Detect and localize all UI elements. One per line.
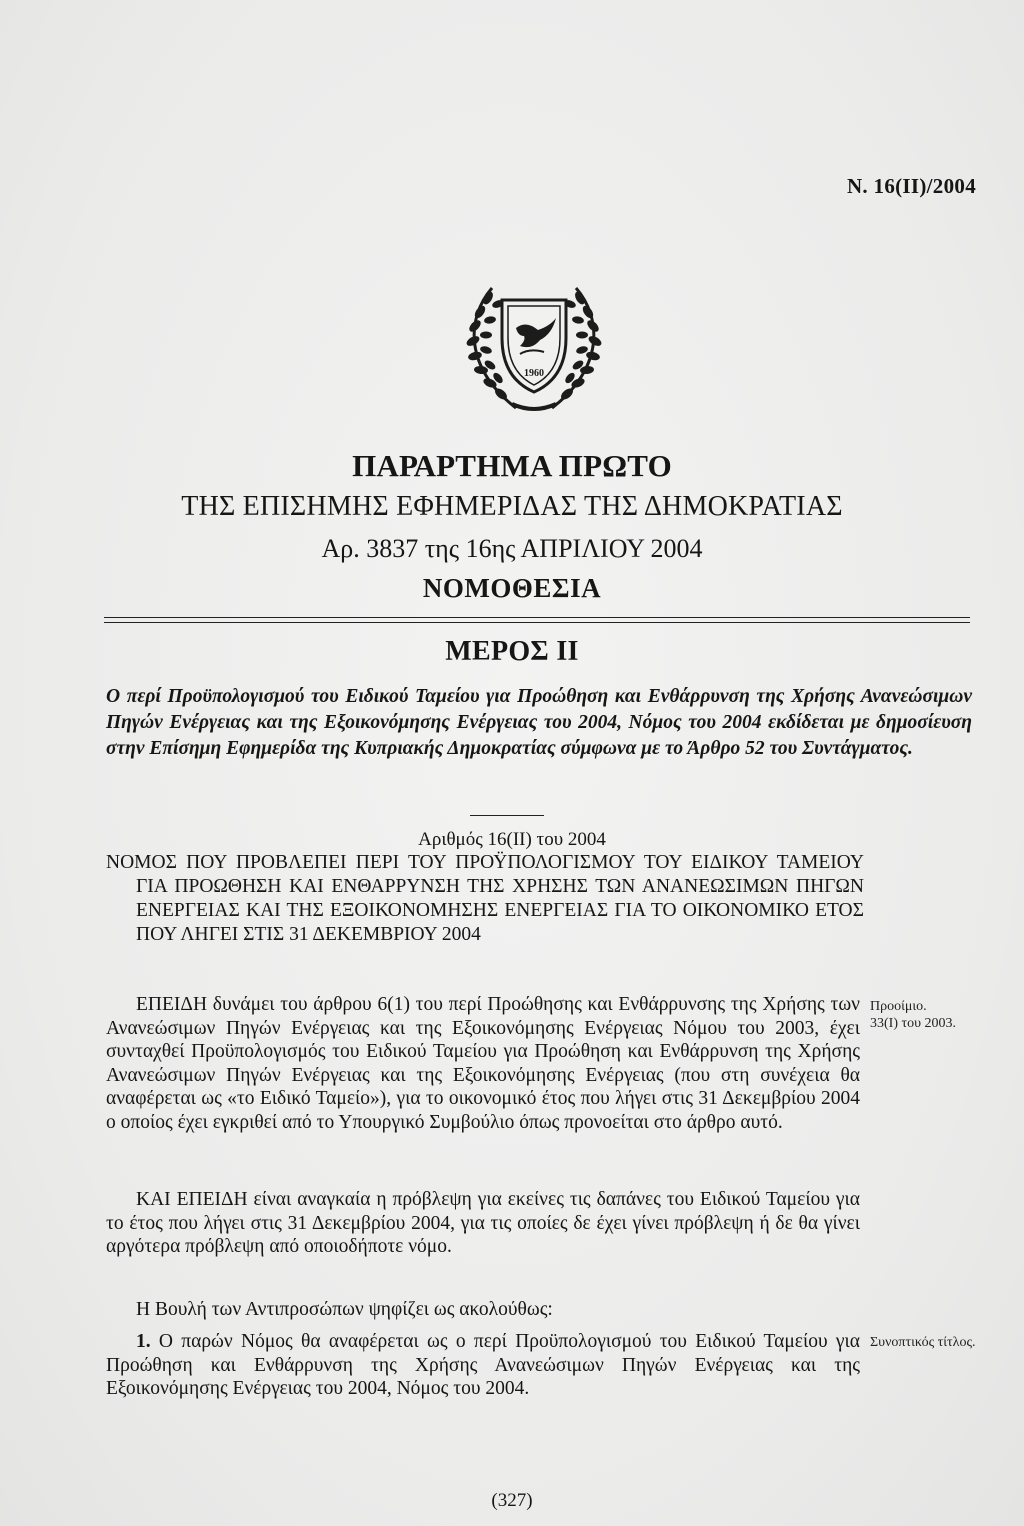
- divider-rule-top: [104, 617, 970, 618]
- short-divider: [470, 815, 544, 816]
- margin-note-preamble-label: Προοίμιο.: [870, 999, 927, 1014]
- annex-title: ΠΑΡΑΡΤΗΜΑ ΠΡΩΤΟ: [352, 448, 672, 483]
- law-number-line: Αριθμός 16(ΙΙ) του 2004: [418, 829, 606, 850]
- margin-note-preamble: [870, 998, 990, 1032]
- gazette-title: ΤΗΣ ΕΠΙΣΗΜΗΣ ΕΦΗΜΕΡΙΔΑΣ ΤΗΣ ΔΗΜΟΚΡΑΤΙΑΣ: [181, 491, 843, 522]
- page-number: (327): [491, 1490, 533, 1511]
- whereas-paragraph-2: ΚΑΙ ΕΠΕΙΔΗ είναι αναγκαία η πρόβλεψη για εκείνες τις δαπάνες του Ειδικού Ταμείου για το έτος που λήγει στις 31 Δεκεμβρίου 2004, για τις οποίες δε έχει γίνει πρόβλεψη ή δε θα γίνει αργότερα πρόβλεψη από οποιοδήποτε νόμο.: [106, 1189, 860, 1258]
- divider-rule-bottom: [104, 622, 970, 623]
- section-1-text: Ο παρών Νόμος θα αναφέρεται ως ο περί Προϋπολογισμού του Ειδικού Ταμείου για Προώθηση και Ενθάρρυνση της Χρήσης Ανανεώσιμων Πηγών Ενέργειας και της Εξοικονόμησης Ενέργειας του 2004, Νόμος του 2004.: [106, 1331, 860, 1400]
- enactment-formula: Η Βουλή των Αντιπροσώπων ψηφίζει ως ακολούθως:: [136, 1299, 553, 1320]
- section-1-number: 1.: [136, 1331, 151, 1352]
- law-number: N. 16(II)/2004: [846, 174, 976, 198]
- whereas-paragraph-1: ΕΠΕΙΔΗ δυνάμει του άρθρου 6(1) του περί Προώθησης και Ενθάρρυνσης της Χρήσης των Ανανεώσιμων Πηγών Ενέργειας και της Εξοικονόμησης Ενέργειας Νόμου του 2003, έχει συνταχθεί Προϋπολογισμός του Ειδικού Ταμείου για Προώθηση και Ενθάρρυνση της Χρήσης Ανανεώσιμων Πηγών Ενέργειας και της Εξοικονόμησης Ενέργειας (που στη συνέχεια θα αναφέρεται ως «το Ειδικό Ταμείο»), για το οικονομικό έτος που λήγει στις 31 Δεκεμβρίου 2004 ο οποίος έχει εγκριθεί από το Υπουργικό Συμβούλιο όπως προνοείται στο άρθρο αυτό.: [106, 994, 860, 1133]
- law-title: ΝΟΜΟΣ ΠΟΥ ΠΡΟΒΛΕΠΕΙ ΠΕΡΙ ΤΟΥ ΠΡΟΫΠΟΛΟΓΙΣΜΟΥ ΤΟΥ ΕΙΔΙΚΟΥ ΤΑΜΕΙΟΥ ΓΙΑ ΠΡΟΩΘΗΣΗ ΚΑΙ ΕΝΘΑΡΡΥΝΣΗ ΤΗΣ ΧΡΗΣΗΣ ΤΩΝ ΑΝΑΝΕΩΣΙΜΩΝ ΠΗΓΩΝ ΕΝΕΡΓΕΙΑΣ ΚΑΙ ΤΗΣ ΕΞΟΙΚΟΝΟΜΗΣΗΣ ΕΝΕΡΓΕΙΑΣ ΓΙΑ ΤΟ ΟΙΚΟΝΟΜΙΚΟ ΕΤΟΣ ΠΟΥ ΛΗΓΕΙ ΣΤΙΣ 31 ΔΕΚΕΜΒΡΙΟΥ 2004: [106, 852, 864, 945]
- coat-of-arms-emblem-icon: [454, 268, 614, 418]
- legislation-section-title: ΝΟΜΟΘΕΣΙΑ: [422, 573, 602, 603]
- part-title: ΜΕΡΟΣ ΙΙ: [445, 636, 579, 667]
- issue-line: Αρ. 3837 της 16ης ΑΠΡΙΛΙΟΥ 2004: [321, 534, 703, 563]
- section-1-paragraph: [106, 1330, 860, 1401]
- svg-text:1960: 1960: [524, 368, 544, 379]
- margin-note-preamble-ref: 33(Ι) του 2003.: [870, 1016, 957, 1031]
- publication-preamble: Ο περί Προϋπολογισμού του Ειδικού Ταμείου για Προώθηση και Ενθάρρυνση της Χρήσης Ανανεώσιμων Πηγών Ενέργειας και της Εξοικονόμησης Ενέργειας του 2004, Νόμος του 2004 εκδίδεται με δημοσίευση στην Επίσημη Εφημερίδα της Κυπριακής Δημοκρατίας σύμφωνα με το Άρθρο 52 του Συντάγματος.: [106, 686, 972, 759]
- margin-note-short-title: Συνοπτικός τίτλος.: [870, 1335, 976, 1350]
